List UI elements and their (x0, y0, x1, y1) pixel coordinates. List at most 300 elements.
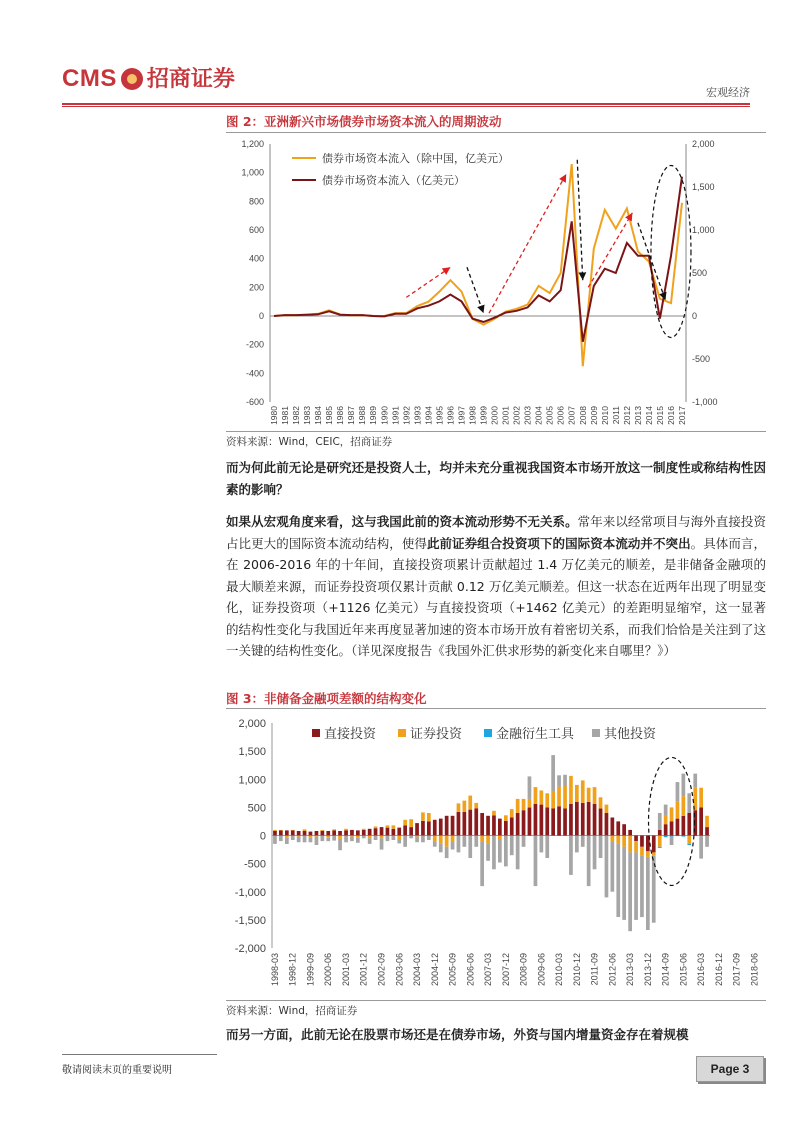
y-left-tick-label: 400 (248, 253, 264, 264)
bar-segment-series-3 (699, 836, 703, 837)
paragraph-question: 而为何此前无论是研究还是投资人士，均并未充分重视我国资本市场开放这一制度性或称结构性因素的影响？ (226, 460, 766, 497)
bar-segment-series-4 (415, 837, 419, 843)
x-tick-label: 2004-03 (412, 953, 423, 987)
x-tick-label: 2016-12 (713, 953, 724, 987)
bar-segment-series-2 (297, 836, 301, 837)
y-tick-label: -2,000 (234, 943, 266, 955)
bar-segment-series-2 (581, 780, 585, 803)
x-tick-label: 1981 (280, 406, 291, 425)
bar-segment-series-2 (540, 791, 544, 805)
figure3-source: 资料来源：Wind，招商证券 (226, 1005, 358, 1017)
figure2-chart (226, 134, 766, 430)
header-rule (62, 103, 750, 105)
bar-segment-series-1 (326, 831, 330, 836)
x-tick-label: 2006 (555, 406, 566, 425)
bar-segment-series-3 (676, 836, 680, 837)
bar-segment-series-1 (362, 830, 366, 836)
x-tick-label: 1987 (346, 406, 357, 425)
bar-segment-series-1 (439, 819, 443, 836)
bar-segment-series-2 (545, 793, 549, 807)
trend-arrow (588, 213, 632, 288)
bar-segment-series-1 (551, 809, 555, 836)
x-tick-label: 1983 (302, 406, 313, 425)
x-tick-label: 1982 (291, 406, 302, 425)
bar-segment-series-4 (658, 813, 662, 830)
y-right-tick-label: 1,000 (692, 225, 715, 235)
x-tick-label: 1998 (467, 406, 478, 425)
bar-segment-series-4 (445, 847, 449, 858)
bar-segment-series-1 (344, 830, 348, 835)
bar-segment-series-4 (273, 836, 277, 844)
bar-segment-series-4 (545, 836, 549, 859)
bar-segment-series-2 (699, 788, 703, 808)
bar-segment-series-4 (291, 836, 295, 841)
bar-segment-series-4 (504, 836, 508, 867)
paragraph-analysis-lead: 如果从宏观角度来看，这与我国此前的资本流动形势不无关系。 (226, 514, 578, 529)
bar-segment-series-2 (368, 836, 372, 839)
bar-segment-series-3 (670, 836, 674, 837)
bar-segment-series-2 (338, 836, 342, 839)
bar-segment-series-1 (652, 836, 656, 853)
bar-segment-series-4 (427, 836, 431, 841)
logo-emblem-icon (121, 68, 143, 90)
bar-segment-series-2 (486, 836, 490, 844)
bar-segment-series-4 (640, 855, 644, 917)
bar-segment-series-4 (676, 782, 680, 802)
x-tick-label: 2017-09 (731, 953, 742, 987)
legend-label-4: 其他投资 (604, 726, 657, 741)
x-tick-label: 2011 (610, 406, 621, 425)
bar-segment-series-2 (362, 829, 366, 830)
bar-segment-series-2 (344, 829, 348, 831)
x-tick-label: 1995 (434, 406, 445, 425)
bar-segment-series-4 (332, 836, 336, 841)
x-tick-label: 2009-06 (536, 953, 547, 987)
y-left-tick-label: -200 (245, 339, 264, 350)
bar-segment-series-2 (605, 805, 609, 813)
bar-segment-series-4 (682, 774, 686, 797)
bar-segment-series-3 (658, 847, 662, 848)
bar-segment-series-4 (374, 836, 378, 841)
legend-swatch-2 (398, 729, 406, 737)
paragraph-analysis-emphasis: 此前证券组合投资项下的国际资本流动并不突出 (426, 535, 691, 551)
y-tick-label: 500 (247, 802, 266, 815)
bar-segment-series-1 (658, 830, 662, 836)
series-line-1 (274, 164, 682, 366)
bar-segment-series-4 (386, 836, 390, 842)
trend-arrow (467, 267, 484, 313)
paragraph-continued: 而另一方面，此前无论在股票市场还是在债券市场，外资与国内增量资金存在着规模 (226, 1027, 689, 1042)
x-tick-label: 1997 (456, 406, 467, 425)
y-left-tick-label: 0 (258, 311, 264, 321)
bar-segment-series-4 (569, 836, 573, 875)
bar-segment-series-4 (468, 836, 472, 859)
x-tick-label: 2000-06 (323, 953, 334, 987)
bar-segment-series-2 (421, 812, 425, 820)
x-tick-label: 2008-09 (518, 953, 529, 987)
bar-segment-series-2 (652, 852, 656, 855)
bar-segment-series-1 (368, 829, 372, 836)
legend-label-2: 债券市场资本流入（亿美元） (322, 175, 465, 187)
logo-text: CMS (62, 65, 117, 92)
bar-segment-series-2 (640, 847, 644, 855)
x-tick-label: 2001-03 (340, 953, 351, 987)
bar-segment-series-1 (492, 815, 496, 835)
y-left-tick-label: -400 (245, 368, 264, 379)
x-tick-label: 2001 (500, 406, 511, 425)
x-tick-label: 1993 (412, 406, 423, 425)
figure2-title: 图 2：亚洲新兴市场债券市场资本流入的周期波动 (226, 114, 502, 129)
bar-segment-series-4 (534, 836, 538, 887)
bar-segment-series-1 (338, 831, 342, 836)
bar-segment-series-2 (309, 836, 313, 838)
bar-segment-series-1 (510, 818, 514, 836)
bar-segment-series-1 (599, 809, 603, 836)
bar-segment-series-1 (634, 836, 638, 842)
bar-segment-series-1 (451, 816, 455, 836)
bar-segment-series-1 (433, 820, 437, 836)
bar-segment-series-1 (622, 824, 626, 835)
bar-segment-series-1 (403, 825, 407, 835)
x-tick-label: 2018-06 (749, 953, 760, 987)
x-tick-label: 2012-06 (607, 953, 618, 987)
x-tick-label: 2005 (544, 406, 555, 425)
bar-segment-series-4 (705, 836, 709, 847)
bar-segment-series-2 (321, 830, 325, 831)
bar-segment-series-2 (628, 836, 632, 853)
bar-segment-series-4 (344, 836, 348, 843)
bar-segment-series-2 (415, 836, 419, 837)
bar-segment-series-4 (670, 837, 674, 845)
y-tick-label: 1,500 (238, 746, 266, 759)
x-tick-label: 1999-09 (305, 953, 316, 987)
bar-segment-series-2 (332, 829, 336, 830)
bar-segment-series-2 (622, 836, 626, 847)
bar-segment-series-3 (664, 836, 668, 838)
bar-segment-series-4 (356, 837, 360, 843)
x-tick-label: 1989 (368, 406, 379, 425)
y-tick-label: -1,000 (234, 886, 266, 899)
bar-segment-series-1 (545, 807, 549, 835)
y-left-tick-label: 1,000 (241, 167, 264, 178)
bar-segment-series-1 (605, 813, 609, 836)
paragraph-analysis-text2: 。具体而言，在 2006-2016 年的十年间，直接投资项累计贡献超过 1.4 万亿美元的顺差，是非储备金融项的最大顺差来源，而证券投资项仅累计贡献 0.12 万亿美元顺差。但这一状态在近两年出现了明显变化，证券投资项（+1126 亿美元）与直接投资项（+1462 亿美元）的差距明显缩窄，这一显著的结构性变化与我国近年来再度显著加速的资本市场开放有着密切关系，而我们恰恰是关注到了这一关键的结构性变化。（详见深度报告《我国外汇供求形势的新变化来自哪里？》） (226, 535, 766, 658)
y-left-tick-label: 200 (248, 282, 264, 293)
legend-swatch-4 (592, 729, 600, 737)
bar-segment-series-2 (557, 787, 561, 807)
bar-segment-series-4 (622, 847, 626, 920)
bar-segment-series-2 (498, 836, 502, 841)
bar-segment-series-4 (605, 836, 609, 898)
x-tick-label: 1990 (379, 406, 390, 425)
bar-segment-series-2 (386, 825, 390, 827)
bar-segment-series-4 (563, 775, 567, 786)
x-tick-label: 2000 (489, 406, 500, 425)
x-tick-label: 2016-03 (696, 953, 707, 987)
bar-segment-series-4 (380, 838, 384, 849)
bar-segment-series-1 (297, 831, 301, 836)
x-tick-label: 1985 (324, 406, 335, 425)
x-tick-label: 2017 (677, 406, 687, 425)
y-right-tick-label: 0 (692, 311, 698, 321)
x-tick-label: 1984 (313, 406, 324, 425)
bar-segment-series-4 (528, 776, 532, 799)
y-right-tick-label: -500 (692, 354, 711, 364)
bar-segment-series-4 (457, 836, 461, 853)
bar-segment-series-2 (285, 836, 289, 838)
bar-segment-series-1 (557, 806, 561, 835)
bar-segment-series-1 (445, 816, 449, 836)
bar-segment-series-2 (474, 803, 478, 809)
y-tick-label: -500 (243, 858, 266, 871)
x-tick-label: 2010-12 (571, 953, 582, 987)
figure2-top-rule (226, 132, 766, 133)
trend-arrow (638, 223, 666, 300)
bar-segment-series-1 (374, 828, 378, 835)
x-tick-label: 2002-09 (376, 953, 387, 987)
bar-segment-series-4 (421, 836, 425, 843)
bar-segment-series-1 (285, 830, 289, 835)
legend-swatch-1 (312, 729, 320, 737)
y-left-tick-label: 1,200 (241, 139, 264, 149)
bar-segment-series-2 (670, 807, 674, 821)
bar-segment-series-1 (468, 810, 472, 836)
bar-segment-series-4 (510, 836, 514, 856)
trend-arrow (406, 267, 450, 297)
bar-segment-series-1 (611, 818, 615, 836)
bar-segment-series-1 (480, 813, 484, 836)
bar-segment-series-2 (646, 851, 650, 857)
x-tick-label: 1999 (478, 406, 489, 425)
bar-segment-series-1 (563, 809, 567, 836)
bar-segment-series-3 (687, 844, 691, 845)
bar-segment-series-4 (439, 844, 443, 852)
x-tick-label: 2015-06 (678, 953, 689, 987)
legend-label-3: 金融衍生工具 (496, 726, 575, 741)
bar-segment-series-4 (593, 836, 597, 870)
footer-rule (62, 1054, 217, 1055)
bar-segment-series-4 (646, 857, 650, 930)
x-tick-label: 2011-09 (589, 953, 600, 986)
bar-segment-series-4 (522, 836, 526, 847)
bar-segment-series-4 (397, 840, 401, 843)
x-tick-label: 2015 (654, 406, 665, 425)
bar-segment-series-2 (445, 836, 449, 847)
bar-segment-series-4 (616, 844, 620, 917)
bar-segment-series-2 (291, 830, 295, 831)
bar-segment-series-4 (392, 836, 396, 841)
bar-segment-series-4 (480, 841, 484, 886)
bar-segment-series-2 (634, 841, 638, 852)
bar-segment-series-1 (309, 832, 313, 836)
legend-label-2: 证券投资 (410, 726, 463, 741)
bar-segment-series-4 (587, 836, 591, 887)
bar-segment-series-2 (504, 815, 508, 821)
bar-segment-series-1 (498, 819, 502, 836)
bar-segment-series-2 (315, 836, 319, 837)
bar-segment-series-2 (593, 787, 597, 804)
bar-segment-series-1 (581, 803, 585, 836)
y-tick-label: 1,000 (238, 774, 266, 787)
x-tick-label: 1986 (335, 406, 346, 425)
bar-segment-series-2 (569, 776, 573, 804)
bar-segment-series-2 (303, 829, 307, 831)
x-tick-label: 1992 (401, 406, 412, 425)
footer-note: 敬请阅读末页的重要说明 (62, 1065, 172, 1076)
x-tick-label: 1980 (269, 406, 279, 425)
bar-segment-series-2 (427, 813, 431, 821)
bar-segment-series-4 (551, 755, 555, 792)
bar-segment-series-2 (439, 836, 443, 844)
bar-segment-series-4 (309, 837, 313, 842)
x-tick-label: 2004 (533, 406, 544, 425)
bar-segment-series-2 (433, 836, 437, 842)
x-tick-label: 2007 (566, 406, 577, 425)
x-tick-label: 2013 (632, 406, 643, 425)
bar-segment-series-1 (315, 831, 319, 836)
x-tick-label: 2003-06 (394, 953, 405, 987)
bar-segment-series-1 (687, 813, 691, 836)
bar-segment-series-2 (350, 836, 354, 837)
bar-segment-series-1 (682, 816, 686, 836)
x-tick-label: 2003 (522, 406, 533, 425)
figure3-title: 图 3：非储备金融项差额的结构变化 (226, 691, 427, 706)
x-tick-label: 2010 (599, 406, 610, 425)
x-tick-label: 1994 (423, 406, 434, 425)
bar-segment-series-4 (403, 836, 407, 847)
bar-segment-series-2 (451, 836, 455, 842)
bar-segment-series-2 (397, 836, 401, 841)
bar-segment-series-2 (468, 796, 472, 810)
y-right-tick-label: 500 (692, 268, 708, 278)
x-tick-label: 2010-03 (554, 953, 565, 987)
bar-segment-series-2 (682, 796, 686, 816)
bar-segment-series-1 (474, 809, 478, 836)
figure3-top-rule (226, 708, 766, 709)
bar-segment-series-2 (551, 792, 555, 809)
bar-segment-series-2 (528, 799, 532, 807)
bar-segment-series-1 (457, 812, 461, 836)
bar-segment-series-1 (670, 821, 674, 835)
bar-segment-series-1 (415, 823, 419, 835)
bar-segment-series-4 (451, 841, 455, 849)
legend-swatch-3 (484, 729, 492, 737)
bar-segment-series-1 (664, 824, 668, 835)
bar-segment-series-4 (611, 841, 615, 892)
x-tick-label: 2001-12 (358, 953, 369, 987)
bar-segment-series-2 (326, 836, 330, 838)
bar-segment-series-4 (326, 838, 330, 841)
x-tick-label: 2007-03 (483, 953, 494, 987)
x-tick-label: 2005-09 (447, 953, 458, 987)
page-number: Page 3 (696, 1056, 764, 1082)
bar-segment-series-1 (486, 816, 490, 836)
bar-segment-series-1 (575, 802, 579, 836)
bar-segment-series-2 (273, 830, 277, 831)
bar-segment-series-4 (693, 774, 697, 788)
bar-segment-series-4 (409, 836, 413, 839)
bar-segment-series-2 (658, 836, 662, 847)
legend-label-1: 直接投资 (324, 726, 377, 741)
bar-segment-series-1 (705, 827, 709, 835)
bar-segment-series-4 (557, 775, 561, 786)
bar-segment-series-1 (593, 804, 597, 836)
bar-segment-series-1 (587, 802, 591, 836)
bar-segment-series-1 (273, 831, 277, 836)
bar-segment-series-4 (297, 837, 301, 843)
y-tick-label: 2,000 (238, 718, 266, 730)
x-tick-label: 1998-12 (287, 953, 298, 987)
bar-segment-series-1 (291, 830, 295, 835)
bar-segment-series-2 (522, 799, 526, 810)
bar-segment-series-2 (392, 825, 396, 828)
y-left-tick-label: 600 (248, 225, 264, 235)
cms-logo (62, 62, 235, 93)
x-tick-label: 2013-03 (625, 953, 636, 987)
bar-segment-series-1 (616, 821, 620, 835)
x-tick-label: 2014 (643, 406, 654, 425)
bar-segment-series-1 (409, 827, 413, 835)
bar-segment-series-4 (664, 805, 668, 816)
bar-segment-series-1 (628, 830, 632, 836)
trend-arrow (489, 174, 566, 313)
bar-segment-series-2 (664, 816, 668, 824)
bar-segment-series-4 (474, 836, 478, 847)
bar-segment-series-2 (676, 802, 680, 819)
bar-segment-series-4 (628, 852, 632, 931)
bar-segment-series-1 (303, 831, 307, 836)
bar-segment-series-1 (640, 836, 644, 847)
x-tick-label: 2012 (621, 406, 632, 425)
bar-segment-series-2 (510, 809, 514, 817)
y-tick-label: 0 (259, 830, 266, 843)
bar-segment-series-4 (321, 836, 325, 842)
x-tick-label: 1988 (357, 406, 368, 425)
bar-segment-series-4 (687, 793, 691, 813)
bar-segment-series-1 (421, 821, 425, 836)
bar-segment-series-1 (463, 812, 467, 836)
bar-segment-series-4 (285, 837, 289, 844)
x-tick-label: 1998-03 (269, 953, 280, 987)
bar-segment-series-2 (534, 787, 538, 804)
bar-segment-series-2 (616, 836, 620, 844)
x-tick-label: 2004-12 (429, 953, 440, 987)
bar-segment-series-4 (540, 836, 544, 853)
bar-segment-series-2 (575, 785, 579, 802)
x-tick-label: 2013-12 (642, 953, 653, 987)
x-tick-label: 2009 (588, 406, 599, 425)
bar-segment-series-1 (528, 807, 532, 835)
paragraph-analysis-text1: 常年来以经常项目与海外直接投资占比更大的国际资本流动结构，使得 (226, 514, 766, 551)
bar-segment-series-4 (581, 836, 585, 847)
bar-segment-series-4 (492, 836, 496, 870)
figure3-chart (226, 710, 766, 1000)
x-tick-label: 2016 (665, 406, 676, 425)
bar-segment-series-2 (516, 799, 520, 813)
y-left-tick-label: 800 (248, 196, 264, 207)
section-label: 宏观经济 (706, 86, 750, 99)
y-tick-label: -1,500 (234, 914, 266, 927)
bar-segment-series-2 (611, 836, 615, 842)
legend-label-1: 债券市场资本流入（除中国，亿美元） (322, 153, 509, 165)
figure2-bottom-rule (226, 431, 766, 432)
bar-segment-series-4 (634, 852, 638, 920)
bar-segment-series-1 (397, 828, 401, 836)
x-tick-label: 2002 (511, 406, 522, 425)
bar-segment-series-4 (362, 836, 366, 839)
bar-segment-series-4 (303, 836, 307, 843)
bar-segment-series-1 (332, 830, 336, 835)
